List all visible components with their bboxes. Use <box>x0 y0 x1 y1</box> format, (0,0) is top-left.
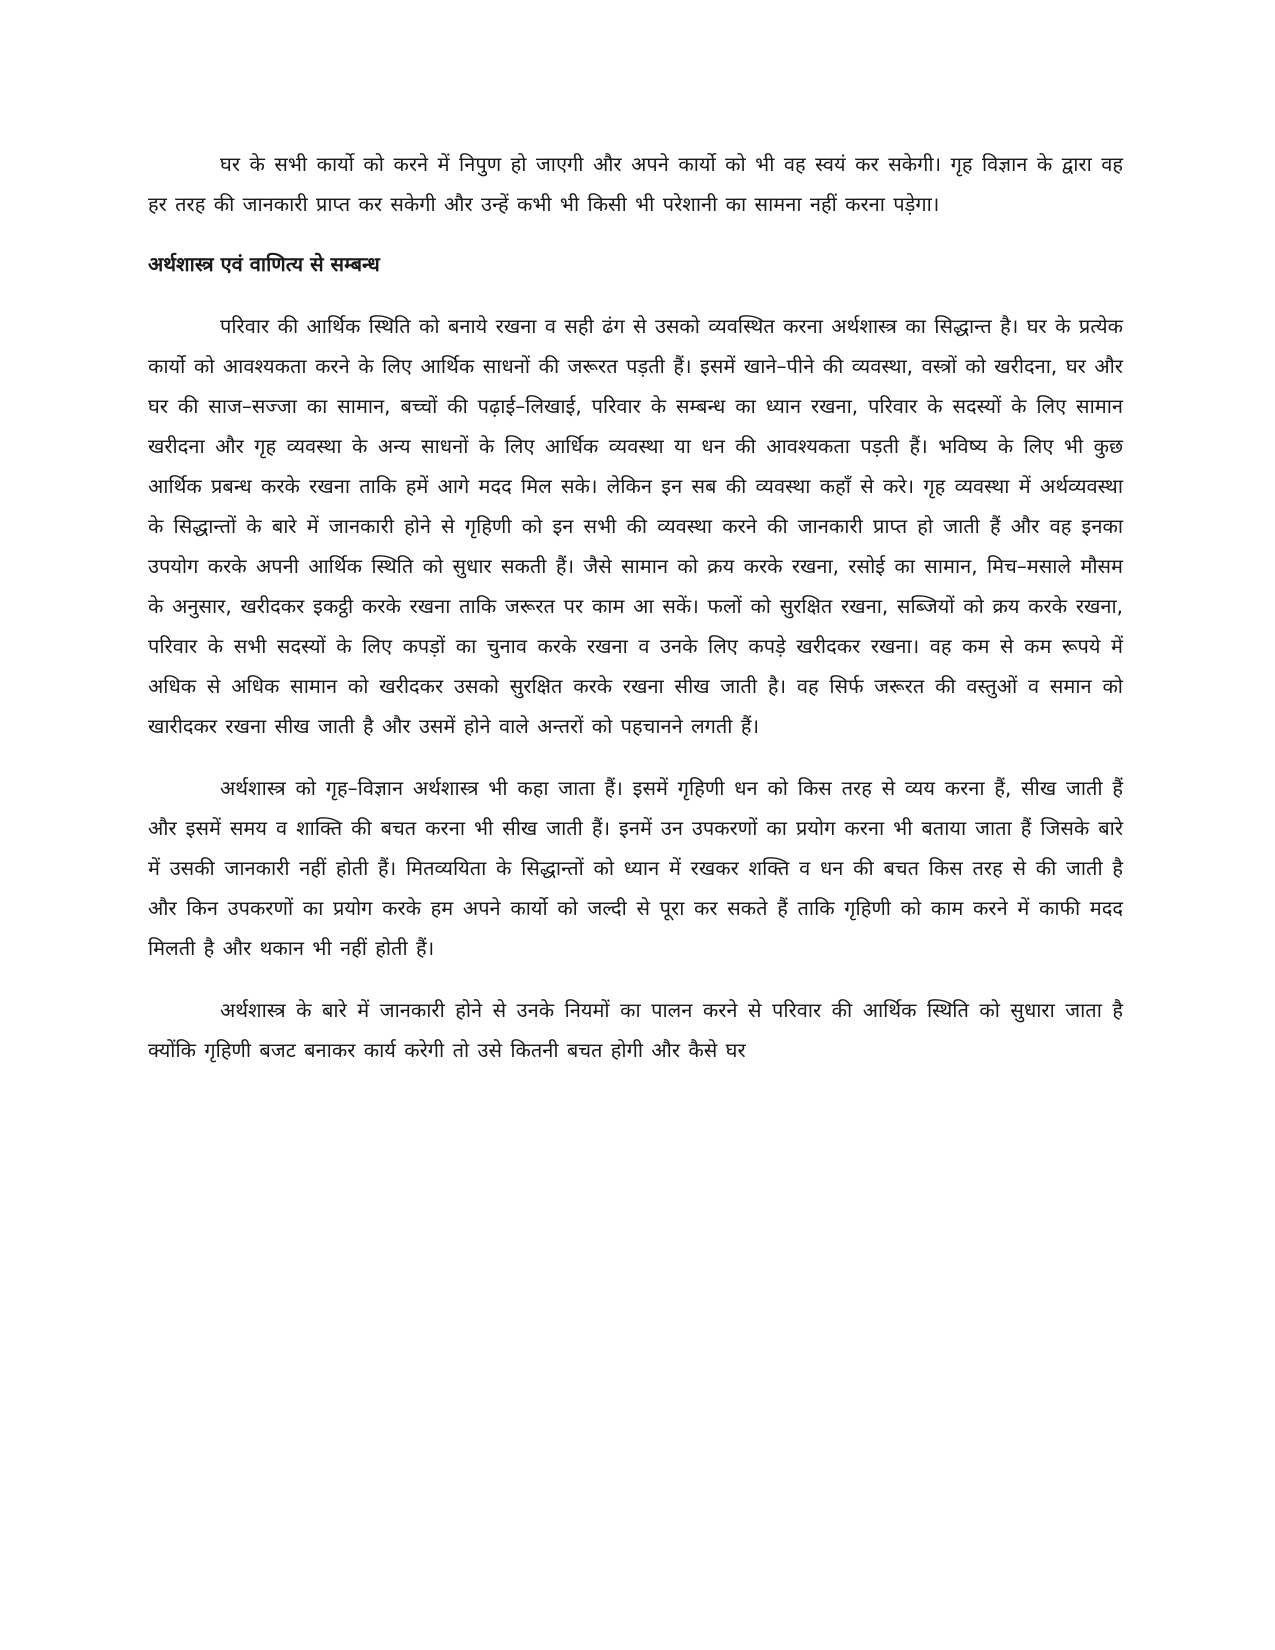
body-paragraph-1: परिवार की आर्थिक स्थिति को बनाये रखना व सही ढंग से उसको व्यवस्थित करना अर्थशास्त्र का सिद्धान्त है। घर के प्रत्येक कार्यो को आवश्यकता करने के लिए आर्थिक साधनों की जरूरत पड़ती हैं। इसमें खाने–पीने की व्यवस्था, वस्त्रों को खरीदना, घर और घर की साज–सज्जा का सामान, बच्चों की पढ़ाई–लिखाई, परिवार के सम्बन्ध का ध्यान रखना, परिवार के सदस्यों के लिए सामान खरीदना और गृह व्यवस्था के अन्य साधनों के लिए आर्धिक व्यवस्था या धन की आवश्यकता पड़ती हैं। भविष्य के लिए भी कुछ आर्थिक प्रबन्ध करके रखना ताकि हमें आगे मदद मिल सके। लेकिन इन सब की व्यवस्था कहाँ से करे। गृह व्यवस्था में अर्थव्यवस्था के सिद्धान्तों के बारे में जानकारी होने से गृहिणी को इन सभी की व्यवस्था करने की जानकारी प्राप्त हो जाती हैं और वह इनका उपयोग करके अपनी आर्थिक स्थिति को सुधार सकती हैं। जैसे सामान को क्रय करके रखना, रसोई का सामान, मिच–मसाले मौसम के अनुसार, खरीदकर इकट्ठी करके रखना ताकि जरूरत पर काम आ सकें। फलों को सुरक्षित रखना, सब्जियों को क्रय करके रखना, परिवार के सभी सदस्यों के लिए कपड़ों का चुनाव करके रखना व उनके लिए कपड़े खरीदकर रखना। वह कम से कम रूपये में अधिक से अधिक सामान को खरीदकर उसको सुरक्षित करके रखना सीख जाती है। वह सिर्फ जरूरत की वस्तुओं व समान को खारीदकर रखना सीख जाती है और उसमें होने वाले अन्तरों को पहचानने लगती हैं। <box>148 314 1123 738</box>
page-content <box>148 144 1123 1070</box>
body-paragraph-2: अर्थशास्त्र को गृह–विज्ञान अर्थशास्त्र भी कहा जाता हैं। इसमें गृहिणी धन को किस तरह से व्यय करना हैं, सीख जाती हैं और इसमें समय व शाक्ति की बचत करना भी सीख जाती हैं। इनमें उन उपकरणों का प्रयोग करना भी बताया जाता हैं जिसके बारे में उसकी जानकारी नहीं होती हैं। मितव्ययिता के सिद्धान्तों को ध्यान में रखकर शक्ति व धन की बचत किस तरह से की जाती है और किन उपकरणों का प्रयोग करके हम अपने कार्यो को जल्दी से पूरा कर सकते हैं ताकि गृहिणी को काम करने में काफी मदद मिलती है और थकान भी नहीं होती हैं। <box>148 776 1124 960</box>
intro-paragraph: घर के सभी कार्यो को करने में निपुण हो जाएगी और अपने कार्यो को भी वह स्वयं कर सकेगी। गृह विज्ञान के द्वारा वह हर तरह की जानकारी प्राप्त कर सकेगी और उन्हें कभी भी किसी भी परेशानी का सामना नहीं करना पड़ेगा। <box>148 152 1123 216</box>
section-heading: अर्थशास्त्र एवं वाणित्य से सम्बन्ध <box>148 252 380 276</box>
body-paragraph-3: अर्थशास्त्र के बारे में जानकारी होने से उनके नियमों का पालन करने से परिवार की आर्थिक स्थिति को सुधारा जाता है क्योंकि गृहिणी बजट बनाकर कार्य करेगी तो उसे कितनी बचत होगी और कैसे घर <box>148 998 1123 1062</box>
